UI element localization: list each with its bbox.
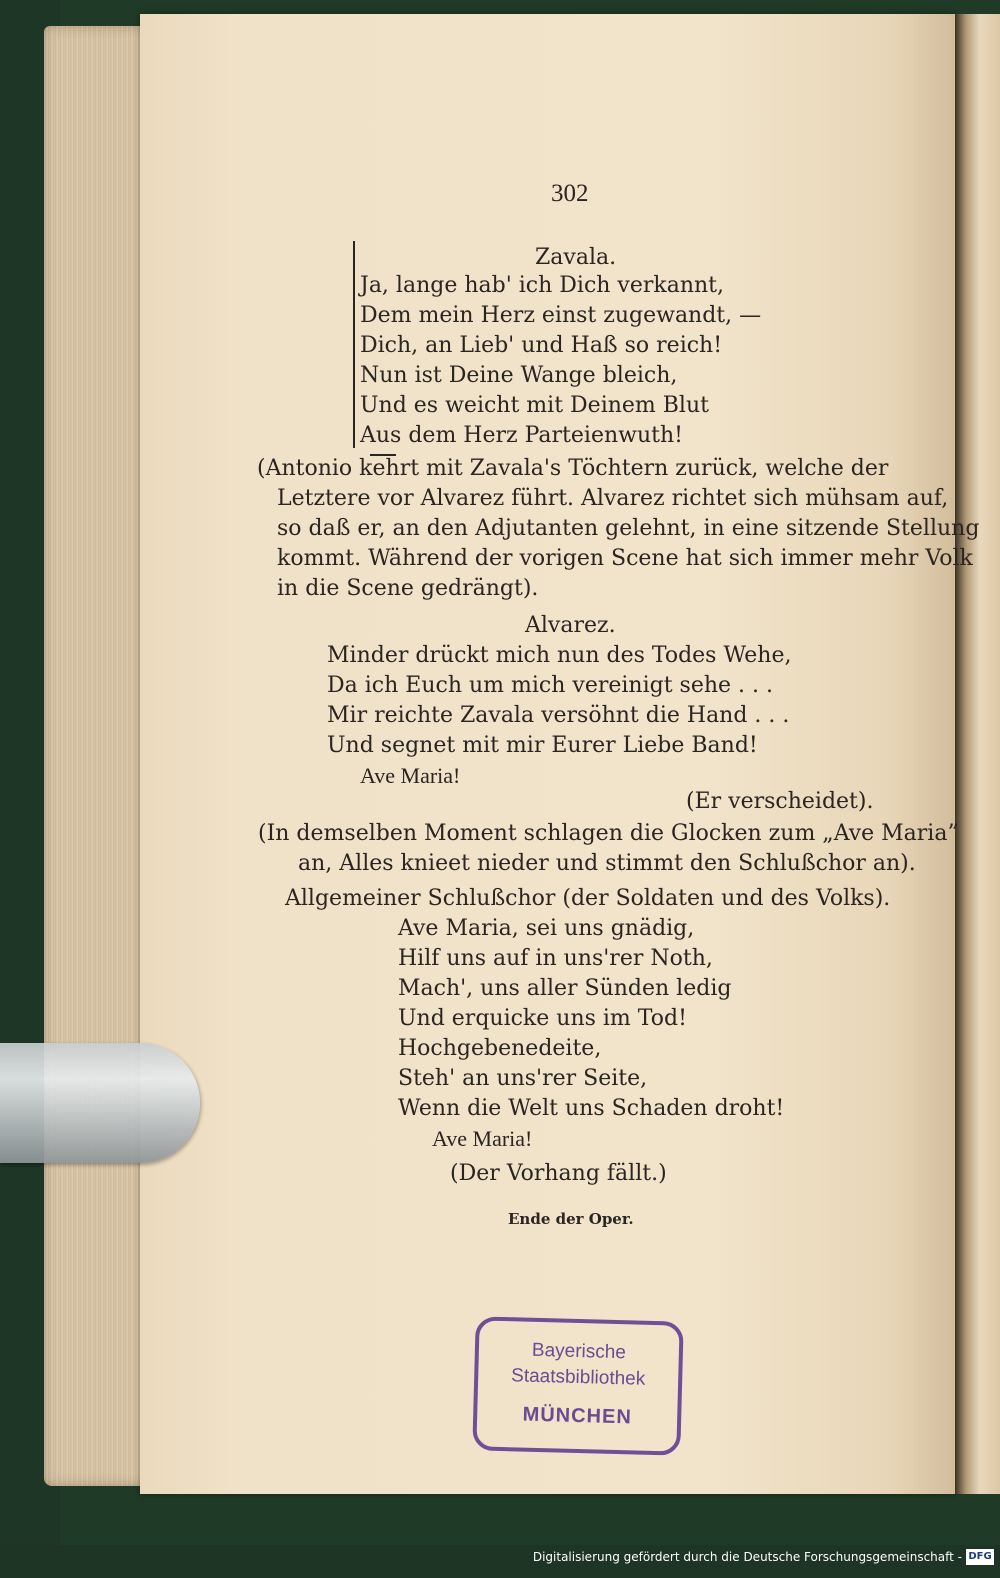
verse-line: Da ich Euch um mich vereinigt sehe . . . <box>327 673 773 698</box>
stage-direction: in die Scene gedrängt). <box>277 576 539 601</box>
verse-line: Aus dem Herz Parteienwuth! <box>360 423 683 448</box>
verse-bracket <box>353 241 355 448</box>
stamp-line: Staatsbibliothek <box>510 1365 646 1390</box>
speaker-chorus: Allgemeiner Schlußchor (der Soldaten und des Volks). <box>285 886 891 911</box>
stamp-line: Bayerische <box>531 1339 627 1364</box>
verse-line: Und segnet mit mir Eurer Liebe Band! <box>327 733 758 758</box>
verse-line: Und erquicke uns im Tod! <box>398 1006 687 1031</box>
verse-line: Nun ist Deine Wange bleich, <box>360 363 678 388</box>
verse-line: Wenn die Welt uns Schaden droht! <box>398 1096 785 1121</box>
speaker-zavala: Zavala. <box>535 245 617 270</box>
verse-line: Mach', uns aller Sünden ledig <box>398 976 732 1001</box>
verse-line: Hochgebenedeite, <box>398 1036 602 1061</box>
stage-direction: (In demselben Moment schlagen die Glocken zum „Ave Maria” <box>258 821 959 846</box>
page-edges <box>44 26 154 1486</box>
stage-direction: Letztere vor Alvarez führt. Alvarez richtet sich mühsam auf, <box>277 486 949 511</box>
library-stamp <box>472 1316 683 1455</box>
verse-line: Dem mein Herz einst zugewandt, — <box>360 303 762 328</box>
verse-line: Steh' an uns'rer Seite, <box>398 1066 648 1091</box>
verse-line: Ave Maria! <box>432 1126 533 1151</box>
page-clip <box>0 1043 200 1163</box>
stage-direction: so daß er, an den Adjutanten gelehnt, in eine sitzende Stellung <box>277 516 980 541</box>
stage-direction: an, Alles knieet nieder und stimmt den Schlußchor an). <box>298 851 916 876</box>
stage-direction: kommt. Während der vorigen Scene hat sich immer mehr Volk <box>277 546 973 571</box>
verse-line: Ja, lange hab' ich Dich verkannt, <box>360 273 725 298</box>
verse-line: Dich, an Lieb' und Haß so reich! <box>360 333 723 358</box>
stage-direction: (Er verscheidet). <box>686 789 874 814</box>
end-note: Ende der Oper. <box>508 1210 634 1228</box>
verse-line: Und es weicht mit Deinem Blut <box>360 393 709 418</box>
verse-line: Mir reichte Zavala versöhnt die Hand . . . <box>327 703 790 728</box>
verse-line: Hilf uns auf in uns'rer Noth, <box>398 946 713 971</box>
verse-line: Ave Maria, sei uns gnädig, <box>398 916 695 941</box>
page-number: 302 <box>551 180 589 207</box>
stamp-line: MÜNCHEN <box>522 1403 633 1429</box>
dfg-logo: DFG <box>966 1549 994 1565</box>
stage-direction: (Antonio kehrt mit Zavala's Töchtern zurück, welche der <box>257 456 889 481</box>
verse-line: Ave Maria! <box>360 763 461 788</box>
stage-direction: (Der Vorhang fällt.) <box>450 1161 667 1186</box>
next-page-edge <box>955 14 1000 1494</box>
footer-credit: Digitalisierung gefördert durch die Deutsche Forschungsgemeinschaft - <box>532 1550 962 1564</box>
speaker-alvarez: Alvarez. <box>525 613 616 638</box>
verse-line: Minder drückt mich nun des Todes Wehe, <box>327 643 792 668</box>
